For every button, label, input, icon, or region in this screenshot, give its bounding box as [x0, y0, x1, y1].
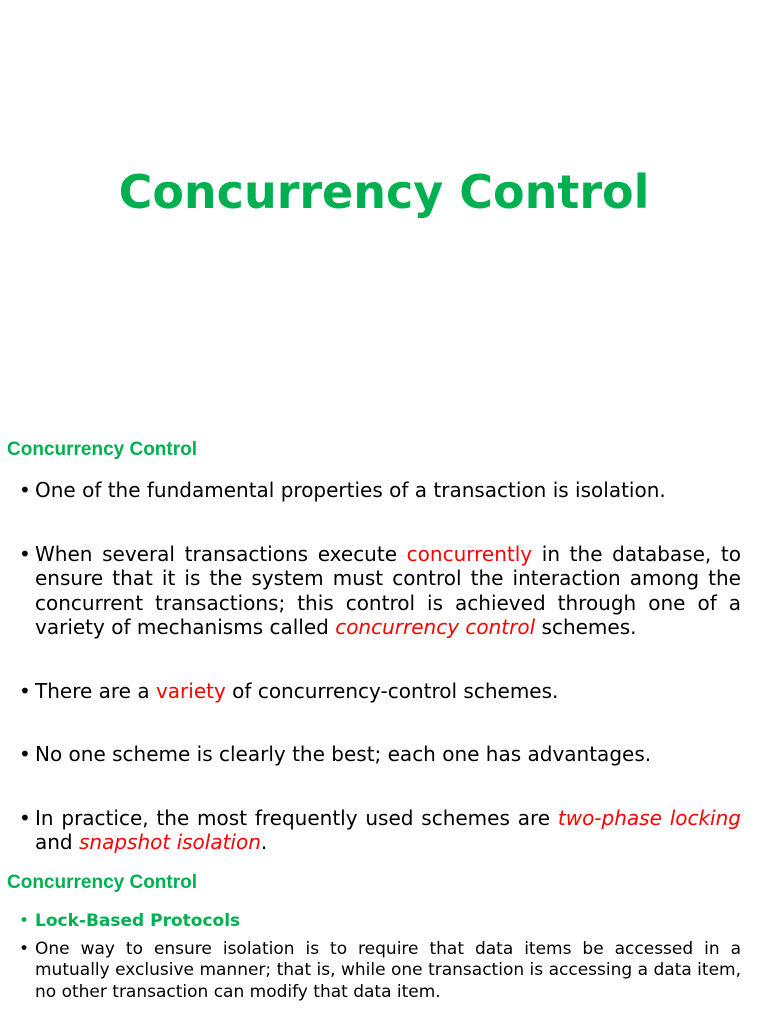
bullet-list: [19, 911, 741, 1003]
title-slide: [0, 0, 768, 430]
bullet-in-practice: [19, 806, 741, 855]
bullet-lock-based-protocols: [19, 911, 741, 933]
bullet-text: One of the fundamental properties of a transaction is isolation.: [35, 478, 666, 502]
slide-heading: Concurrency Control: [7, 872, 198, 893]
highlight-two-phase-locking: two-phase locking: [557, 805, 741, 830]
bullet-text: One way to ensure isolation is to require that data items be accessed in a mutually exclusive manner; that is, while one transaction is accessing a data item, no other transaction can modify that data item.: [35, 938, 741, 1002]
bullet-marker: •: [19, 742, 31, 766]
content-slide-lock-based: [0, 865, 768, 1024]
highlight-variety: variety: [155, 678, 226, 703]
bullet-text: No one scheme is clearly the best; each one has advantages.: [35, 742, 652, 766]
highlight-concurrency-control: concurrency control: [335, 615, 536, 639]
bullet-text-pre: When several transactions execute: [35, 541, 407, 566]
bullet-text-post: of concurrency-control schemes.: [225, 678, 559, 703]
bullet-marker: •: [19, 478, 31, 502]
slide-title: Concurrency Control: [118, 165, 650, 219]
bullet-text-post: .: [260, 830, 268, 854]
bullet-text-mid: and: [35, 830, 79, 854]
slide-heading: Concurrency Control: [7, 439, 198, 460]
bullet-text-post: schemes.: [535, 615, 637, 639]
bullet-marker: •: [19, 805, 31, 830]
bullet-text-pre: In practice, the most frequently used schemes are: [35, 805, 558, 830]
bullet-variety: [19, 679, 741, 704]
bullet-no-best-scheme: [19, 742, 741, 767]
bullet-text-mid: in the database, to ensure that it is the system must control the interaction among the concurrent transactions; this control is achieved through one of a variety of mechanisms called: [35, 541, 741, 639]
bullet-mutual-exclusion: [19, 939, 741, 1004]
bullet-text: Lock-Based Protocols: [35, 911, 241, 931]
bullet-marker: •: [19, 911, 30, 931]
bullet-marker: •: [19, 541, 31, 566]
highlight-concurrently: concurrently: [406, 541, 533, 566]
bullet-list: [19, 478, 741, 855]
highlight-snapshot-isolation: snapshot isolation: [78, 830, 261, 854]
bullet-isolation: [19, 478, 741, 503]
bullet-concurrent-execution: [19, 542, 741, 640]
bullet-marker: •: [19, 678, 31, 703]
bullet-text-pre: There are a: [35, 678, 156, 703]
content-slide-overview: [0, 430, 768, 865]
bullet-marker: •: [19, 938, 30, 959]
